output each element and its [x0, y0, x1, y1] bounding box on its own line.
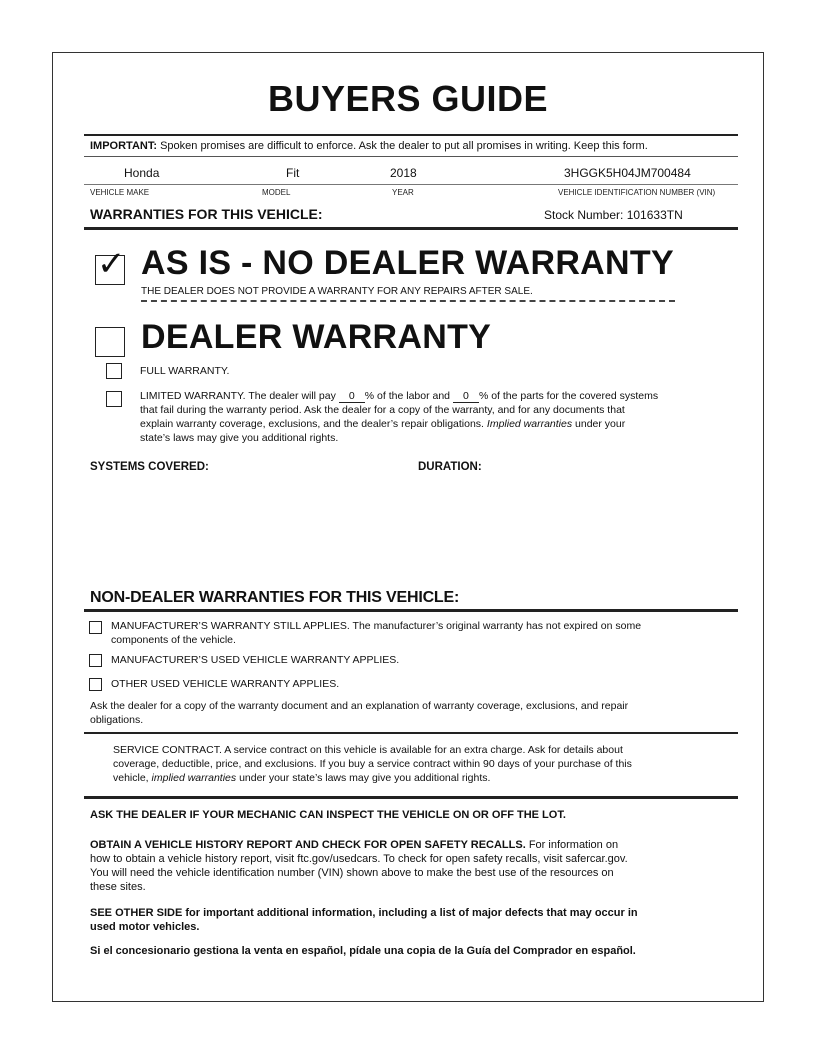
see-other-side-line: used motor vehicles. — [90, 921, 200, 933]
history-report-text — [90, 838, 740, 894]
labor-percent-field[interactable]: 0 — [339, 391, 365, 403]
implied-warranties-italic: Implied warranties — [486, 418, 573, 430]
limited-text-part: explain warranty coverage, exclusions, and the dealer’s repair obligations. — [140, 418, 487, 430]
vehicle-make-label: VEHICLE MAKE — [90, 188, 150, 197]
warranty-note-line: obligations. — [90, 714, 144, 726]
page-title: BUYERS GUIDE — [267, 78, 549, 119]
limited-text-line: that fail during the warranty period. Ask the dealer for a copy of the warranty, and for any documents that — [140, 404, 625, 416]
vehicle-make-value[interactable]: Honda — [124, 166, 160, 180]
limited-text-part: % of the parts for the covered systems — [478, 390, 659, 402]
divider — [84, 184, 738, 185]
systems-covered-label: SYSTEMS COVERED: — [90, 461, 209, 473]
other-warranty-text: OTHER USED VEHICLE WARRANTY APPLIES. — [111, 678, 340, 690]
see-other-side-line: SEE OTHER SIDE for important additional information, including a list of major defects that may occur in — [90, 907, 638, 919]
service-contract-part: under your state’s laws may give you additional rights. — [236, 772, 491, 784]
checkmark-icon: ✓ — [97, 245, 126, 283]
divider — [84, 227, 738, 230]
service-contract-line: coverage, deductible, price, and exclusions. If you buy a service contract within 90 days of your purchase of this — [113, 758, 632, 770]
warranty-note — [90, 699, 740, 727]
history-text-line: these sites. — [90, 881, 146, 893]
limited-text-part: LIMITED WARRANTY. The dealer will pay — [140, 390, 336, 402]
important-label: IMPORTANT: — [90, 140, 158, 152]
vehicle-model-value[interactable]: Fit — [286, 166, 300, 180]
dashed-divider — [141, 300, 675, 302]
as-is-checkbox[interactable] — [95, 245, 126, 285]
divider — [84, 796, 738, 799]
limited-text-part: under your — [572, 418, 626, 430]
divider — [84, 156, 738, 157]
dealer-warranty-title: DEALER WARRANTY — [141, 318, 492, 356]
limited-warranty-text — [140, 389, 740, 445]
service-contract-part: vehicle, — [113, 772, 152, 784]
divider — [84, 134, 738, 136]
limited-text-line: state’s laws may give you additional rights. — [140, 432, 339, 444]
important-notice — [90, 140, 648, 152]
important-text: Spoken promises are difficult to enforce. Ask the dealer to put all promises in writing. Keep this form. — [160, 140, 648, 152]
limited-text-part: % of the labor and — [364, 390, 451, 402]
vehicle-vin-value[interactable]: 3HGGK5H04JM700484 — [564, 166, 691, 180]
warranty-note-line: Ask the dealer for a copy of the warranty document and an explanation of warranty coverage, exclusions, and repair — [90, 700, 629, 712]
non-dealer-header: NON-DEALER WARRANTIES FOR THIS VEHICLE: — [90, 589, 460, 606]
vehicle-year-value[interactable]: 2018 — [390, 166, 417, 180]
full-warranty-checkbox[interactable] — [106, 363, 122, 379]
non-dealer-text-line: MANUFACTURER’S WARRANTY STILL APPLIES. The manufacturer’s original warranty has not expired on some — [111, 620, 642, 632]
history-heading: OBTAIN A VEHICLE HISTORY REPORT AND CHECK FOR OPEN SAFETY RECALLS. — [90, 839, 526, 851]
spanish-notice: Si el concesionario gestiona la venta en español, pídale una copia de la Guía del Comprador en español. — [90, 945, 636, 957]
vehicle-model-label: MODEL — [262, 188, 291, 197]
stock-number: Stock Number: 101633TN — [544, 208, 683, 222]
history-text-line: You will need the vehicle identification number (VIN) shown above to make the best use of the resources on — [90, 867, 614, 879]
manufacturer-warranty-text — [111, 619, 741, 647]
as-is-title: AS IS - NO DEALER WARRANTY — [141, 244, 674, 282]
history-text-part: For information on — [525, 839, 619, 851]
divider — [84, 609, 738, 612]
as-is-subtitle: THE DEALER DOES NOT PROVIDE A WARRANTY FOR ANY REPAIRS AFTER SALE. — [141, 286, 533, 297]
warranties-header: WARRANTIES FOR THIS VEHICLE: — [90, 206, 323, 222]
full-warranty-label: FULL WARRANTY. — [140, 365, 230, 377]
duration-label: DURATION: — [418, 461, 482, 473]
history-text-line: how to obtain a vehicle history report, visit ftc.gov/usedcars. To check for open safety recalls, visit safercar.gov. — [90, 853, 628, 865]
used-vehicle-warranty-checkbox[interactable] — [89, 654, 102, 667]
mechanic-notice: ASK THE DEALER IF YOUR MECHANIC CAN INSPECT THE VEHICLE ON OR OFF THE LOT. — [90, 809, 566, 821]
service-contract-text — [113, 743, 743, 785]
limited-text-line — [140, 417, 740, 431]
used-vehicle-warranty-text: MANUFACTURER’S USED VEHICLE WARRANTY APPLIES. — [111, 654, 400, 666]
implied-warranties-italic: implied warranties — [151, 772, 237, 784]
parts-percent-field[interactable]: 0 — [453, 391, 479, 403]
limited-warranty-checkbox[interactable] — [106, 391, 122, 407]
non-dealer-text-line: components of the vehicle. — [111, 634, 236, 646]
divider — [84, 732, 738, 734]
see-other-side-notice — [90, 906, 740, 934]
dealer-warranty-checkbox[interactable] — [95, 327, 125, 357]
vehicle-year-label: YEAR — [392, 188, 414, 197]
other-warranty-checkbox[interactable] — [89, 678, 102, 691]
vehicle-vin-label: VEHICLE IDENTIFICATION NUMBER (VIN) — [558, 188, 716, 197]
service-contract-line — [113, 771, 743, 785]
manufacturer-warranty-checkbox[interactable] — [89, 621, 102, 634]
service-contract-line: SERVICE CONTRACT. A service contract on this vehicle is available for an extra charge. Ask for details about — [113, 744, 623, 756]
